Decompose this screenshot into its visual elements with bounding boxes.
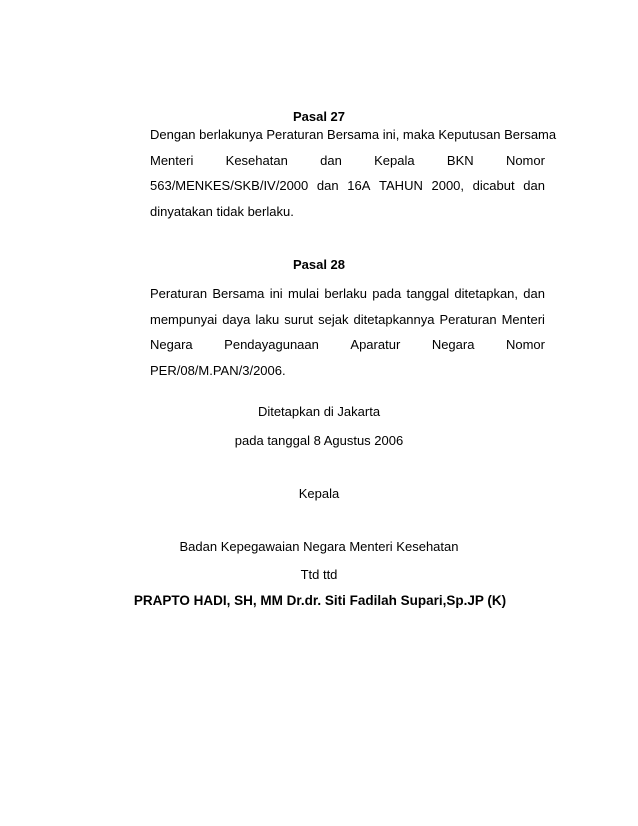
pasal-28-paragraph — [150, 281, 545, 383]
word: Kepala — [374, 152, 415, 168]
word: Peraturan — [439, 311, 497, 327]
signature-note: Ttd ttd — [300, 567, 338, 582]
word: dan — [320, 152, 342, 168]
word: 2000, — [431, 178, 465, 193]
word: Aparatur — [350, 337, 401, 352]
word: dan — [523, 286, 545, 301]
pasal-28-line-1 — [150, 281, 545, 307]
word: laku — [255, 311, 280, 327]
word: sejak — [318, 311, 349, 327]
pasal-27-line-1: Dengan berlakunya Peraturan Bersama ini, maka Keputusan Bersama — [150, 127, 557, 142]
word: Negara — [150, 337, 193, 352]
word: Menteri — [150, 152, 194, 168]
word: Menteri — [501, 311, 545, 327]
word: surut — [284, 311, 314, 327]
word: ditetapkannya — [353, 311, 435, 327]
word: TAHUN — [379, 178, 423, 193]
word: Pendayagunaan — [224, 337, 319, 352]
word: mulai — [287, 286, 320, 301]
word: dicabut — [472, 178, 515, 193]
word: Nomor — [505, 337, 545, 352]
pasal-28-line-4: PER/08/M.PAN/3/2006. — [150, 362, 286, 378]
word: BKN — [446, 152, 474, 168]
word: 563/MENKES/SKB/IV/2000 — [150, 178, 309, 193]
pasal-28-heading: Pasal 28 — [292, 257, 346, 272]
word: Nomor — [505, 152, 545, 168]
word: ini — [269, 286, 283, 301]
pasal-27-paragraph — [150, 122, 557, 224]
pasal-28-line-2 — [150, 307, 545, 333]
word: tanggal — [406, 286, 450, 301]
word: pada — [372, 286, 402, 301]
enactment-place: Ditetapkan di Jakarta — [257, 404, 381, 419]
word: Kesehatan — [225, 152, 288, 168]
word: mempunyai — [150, 311, 218, 327]
pasal-28-line-3 — [150, 332, 545, 358]
pasal-27-heading: Pasal 27 — [292, 109, 346, 124]
enactment-date: pada tanggal 8 Agustus 2006 — [234, 433, 404, 448]
word: Peraturan — [150, 286, 208, 301]
pasal-27-line-3 — [150, 173, 545, 199]
word: Negara — [431, 337, 475, 352]
pasal-27-line-2 — [150, 148, 545, 174]
word: berlaku — [324, 286, 367, 301]
pasal-27-line-4: dinyatakan tidak berlaku. — [150, 203, 294, 219]
word: ditetapkan, — [454, 286, 519, 301]
word: Bersama — [212, 286, 265, 301]
word: dan — [316, 178, 339, 193]
signatories: PRAPTO HADI, SH, MM Dr.dr. Siti Fadilah Supari,Sp.JP (K) — [133, 593, 507, 608]
official-title: Kepala — [298, 486, 340, 501]
word: dan — [523, 178, 545, 193]
word: 16A — [347, 178, 371, 193]
institution-name: Badan Kepegawaian Negara Menteri Kesehatan — [179, 539, 459, 554]
word: daya — [222, 311, 251, 327]
